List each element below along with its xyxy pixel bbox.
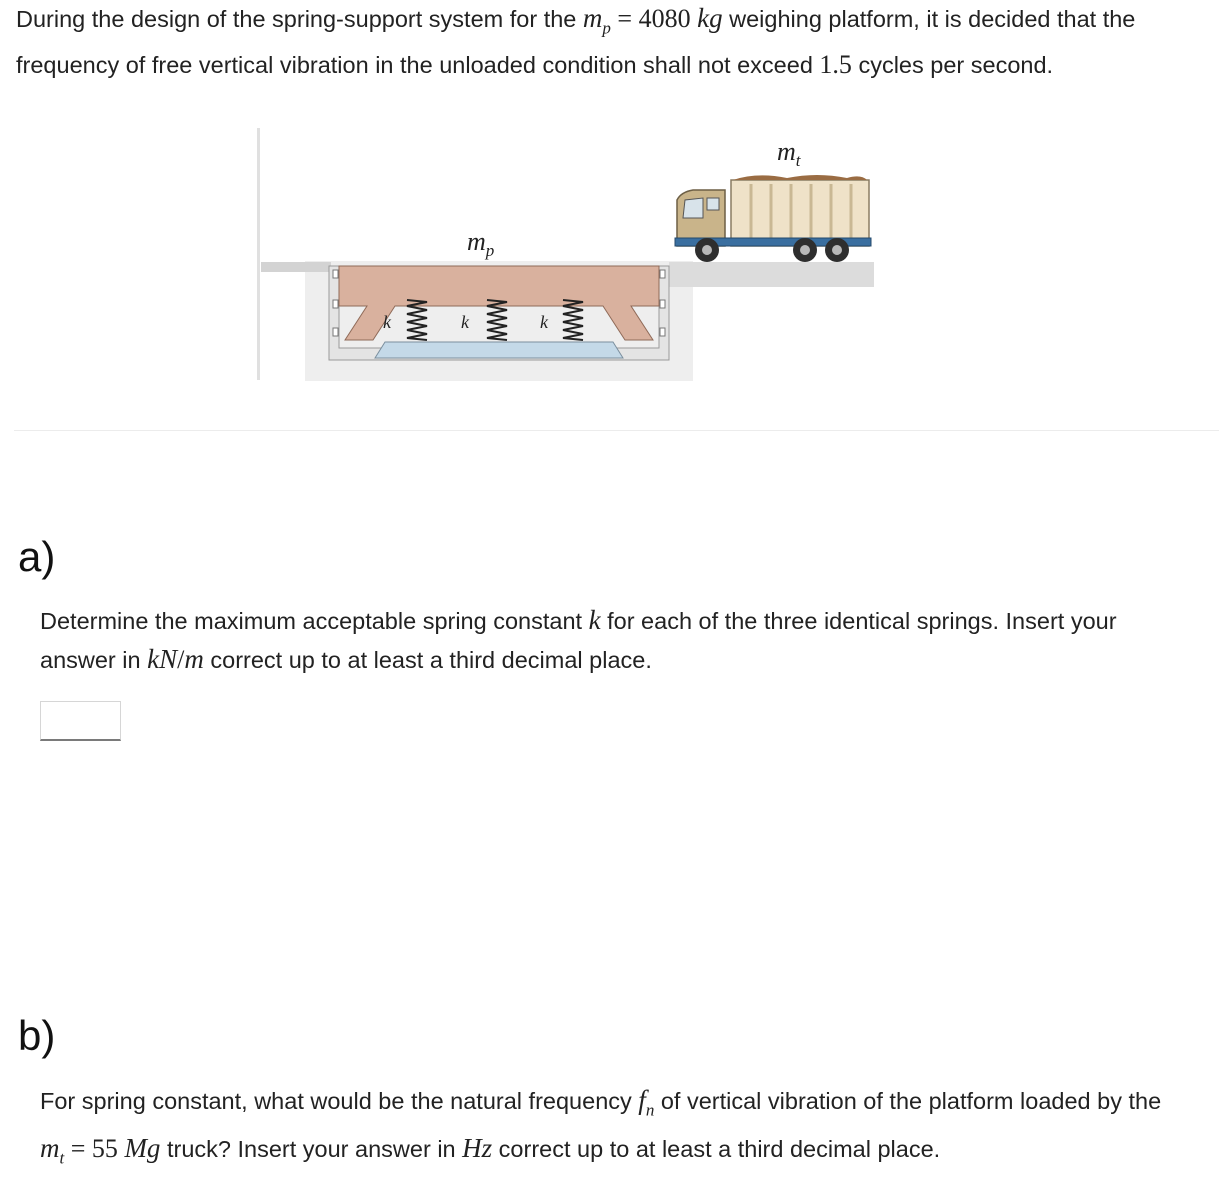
platform-mass-label: $m_p$ xyxy=(467,227,495,260)
frequency-limit-value: 1.5 xyxy=(819,50,852,80)
spring-base-pad xyxy=(375,342,623,358)
part-b-label: b) xyxy=(18,1012,56,1059)
ground-left xyxy=(261,262,331,272)
figure-left-border xyxy=(257,128,260,380)
ground-right xyxy=(669,262,874,287)
part-a-answer-input[interactable] xyxy=(40,701,121,741)
truck xyxy=(675,175,871,262)
truck-window xyxy=(683,198,703,218)
section-divider xyxy=(14,430,1219,431)
truck-mass-unit: Mg xyxy=(124,1133,161,1164)
part-a-question: Determine the maximum acceptable spring constant k for each of the three identical springs. Insert your answer in kN/m correct up to at least a third decimal place. xyxy=(40,605,1117,674)
truck-load xyxy=(733,175,867,180)
platform-mass-value: 4080 xyxy=(638,4,691,33)
natural-frequency-symbol: $f_n$ xyxy=(638,1085,655,1120)
platform-mass-unit: kg xyxy=(697,3,723,33)
intro-text-1: During the design of the spring-support system for the xyxy=(16,6,583,32)
intro-text-3: cycles per second. xyxy=(851,52,1054,79)
truck-mass-value: 55 xyxy=(91,1134,118,1164)
spring-label-right: k xyxy=(540,312,548,332)
spring-label-middle: k xyxy=(461,312,469,332)
figure-svg xyxy=(257,128,877,383)
part-a-label: a) xyxy=(18,533,56,580)
spring-label-left: k xyxy=(383,312,391,332)
hz-unit: Hz xyxy=(462,1133,493,1164)
part-b-question: For spring constant, what would be the natural frequency $f_n$ of vertical vibration of the platform loaded by the $m_t = 55$ Mg truck? Insert your answer in Hz correct up to at least a third decimal place. xyxy=(40,1085,1162,1168)
problem-statement xyxy=(16,0,1206,84)
unit-kn-per-m: kN/m xyxy=(147,644,204,674)
truck-mass-symbol: $m_t$ xyxy=(40,1133,65,1168)
intro-text-2: weighing platform, it is decided that the frequency of free vertical vibration in the unloaded condition shall not exceed xyxy=(16,6,1136,79)
spring-platform-figure xyxy=(257,128,877,383)
platform-mass-symbol: $m_p$ xyxy=(582,3,611,38)
spring-constant-symbol: k xyxy=(588,605,601,635)
truck-window-rear xyxy=(707,198,719,210)
truck-mass-label: $m_t$ xyxy=(777,137,801,170)
equals-sign: = xyxy=(610,4,639,33)
